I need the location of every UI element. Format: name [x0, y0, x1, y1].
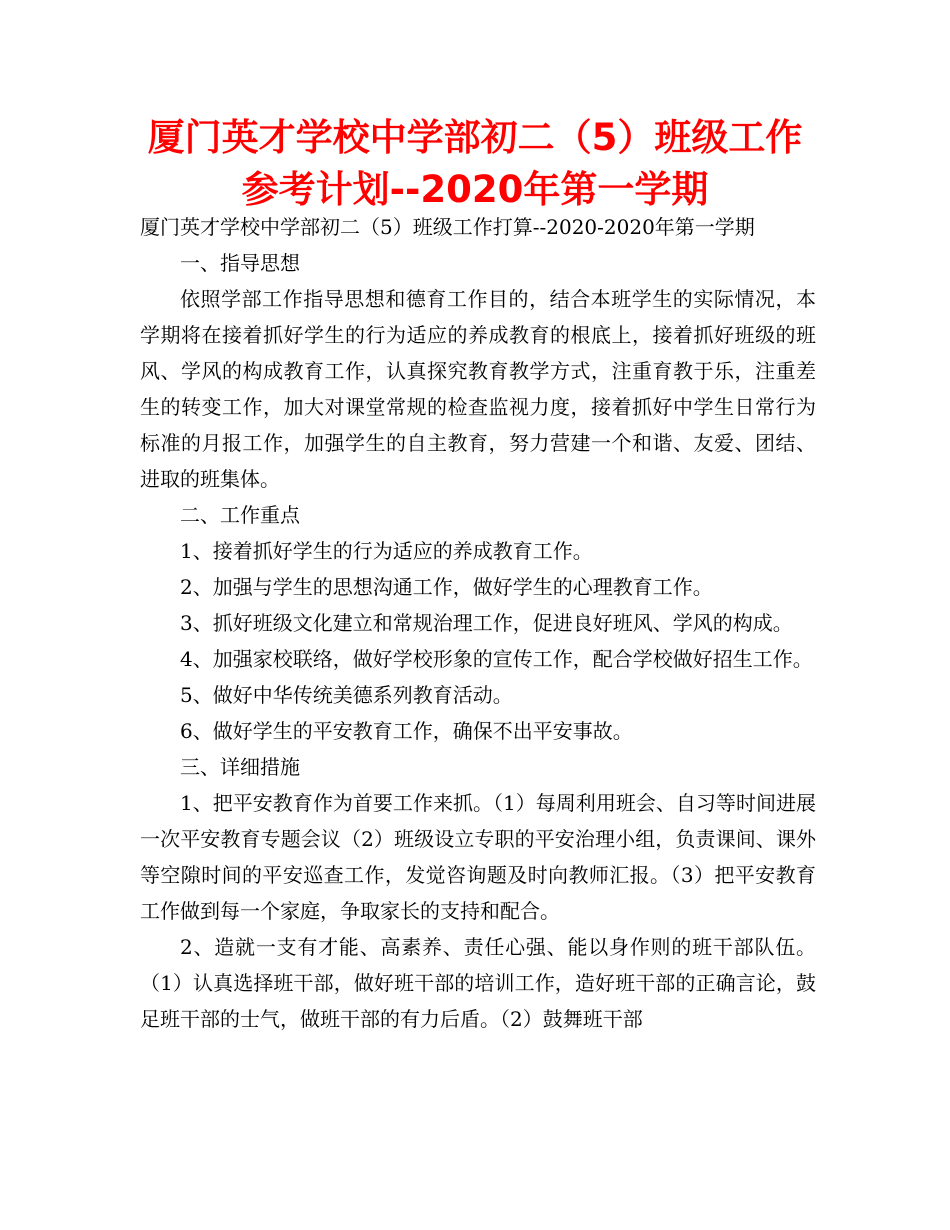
list-item: 1、接着抓好学生的行为适应的养成教育工作。 [180, 539, 593, 563]
list-item: 5、做好中华传统美德系列教育活动。 [180, 683, 513, 707]
document-title: 厦门英才学校中学部初二（5）班级工作参考计划--2020年第一学期 [147, 116, 803, 211]
list-item: 3、抓好班级文化建立和常规治理工作，促进良好班风、学风的构成。 [180, 611, 793, 635]
section-heading-work-focus: 二、工作重点 [180, 503, 300, 527]
document-body [140, 210, 816, 1037]
paragraph-guiding-thought: 依照学部工作指导思想和德育工作目的，结合本班学生的实际情况，本学期将在接着抓好学生的行为适应的养成教育的根底上，接着抓好班级的班风、学风的构成教育工作，认真探究教育教学方式，注重育教于乐，注重差生的转变工作，加大对课堂常规的检查监视力度，接着抓好中学生日常行为标准的月报工作，加强学生的自主教育，努力营建一个和谐、友爱、团结、进取的班集体。 [140, 287, 816, 491]
document-subtitle: 厦门英才学校中学部初二（5）班级工作打算--2020-2020年第一学期 [140, 215, 755, 239]
list-item: 2、加强与学生的思想沟通工作，做好学生的心理教育工作。 [180, 575, 713, 599]
section-heading-guiding-thought: 一、指导思想 [180, 251, 300, 275]
list-item: 4、加强家校联络，做好学校形象的宣传工作，配合学校做好招生工作。 [180, 647, 813, 671]
section-heading-measures: 三、详细措施 [180, 755, 300, 779]
list-item: 1、把平安教育作为首要工作来抓。（1）每周利用班会、自习等时间进展一次平安教育专题会议（2）班级设立专职的平安治理小组，负责课间、课外等空隙时间的平安巡查工作，发觉咨询题及时向教师汇报。（3）把平安教育工作做到每一个家庭，争取家长的支持和配合。 [140, 791, 816, 923]
list-item: 6、做好学生的平安教育工作，确保不出平安事故。 [180, 719, 633, 743]
list-item: 2、造就一支有才能、高素养、责任心强、能以身作则的班干部队伍。（1）认真选择班干部，做好班干部的培训工作，造好班干部的正确言论，鼓足班干部的士气，做班干部的有力后盾。（2）鼓舞班干部 [140, 935, 816, 1031]
